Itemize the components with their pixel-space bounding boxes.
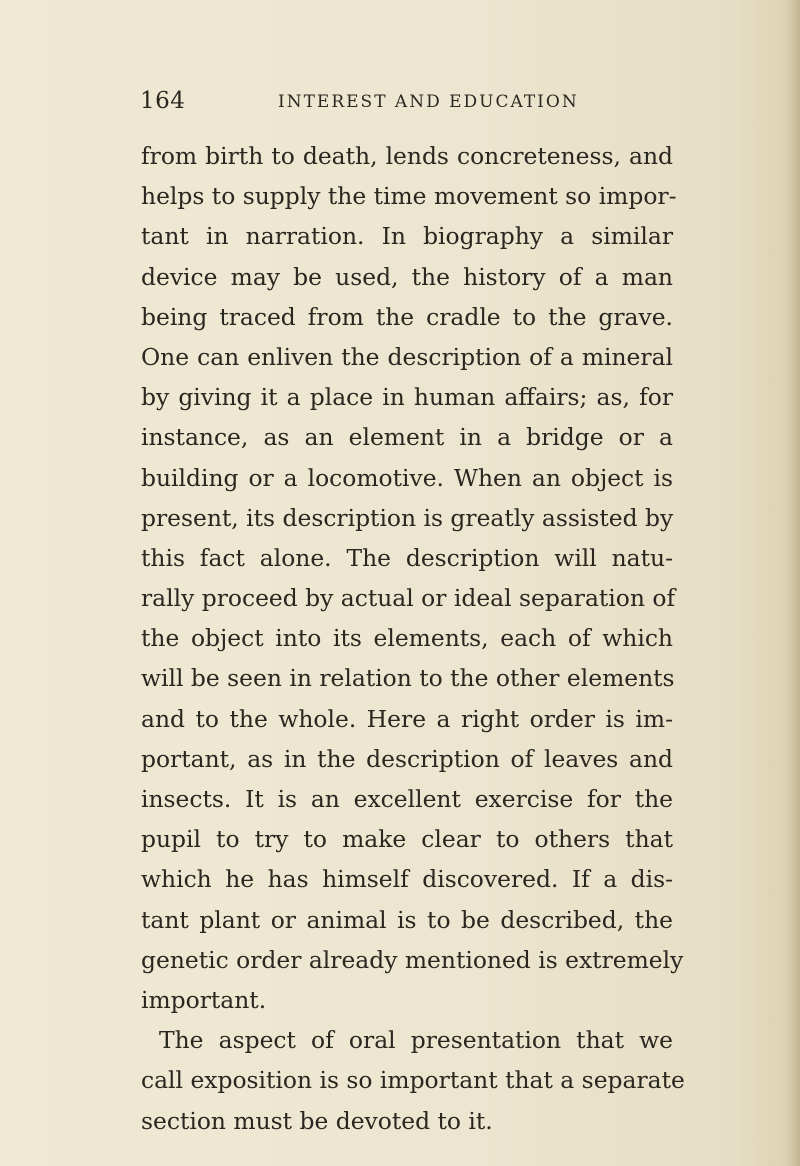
text-line: instance, as an element in a bridge or a: [141, 423, 673, 452]
text-line: building or a locomotive. When an object is: [141, 463, 673, 492]
text-line: important.: [141, 985, 267, 1014]
text-line: this fact alone. The description will natu-: [141, 543, 673, 572]
text-line: being traced from the cradle to the grave.: [141, 302, 673, 331]
text-line: portant, as in the description of leaves and: [141, 744, 673, 773]
text-line: genetic order already mentioned is extremely: [141, 945, 684, 974]
page-edge-shadow: [786, 0, 800, 1166]
text-line: which he has himself discovered. If a dis-: [141, 865, 673, 894]
text-line: will be seen in relation to the other elements: [141, 664, 675, 693]
text-line: from birth to death, lends concreteness, and: [141, 142, 673, 170]
text-line: section must be devoted to it.: [141, 1106, 493, 1135]
text-line: insects. It is an excellent exercise for the: [141, 785, 673, 813]
page-header: [140, 88, 690, 118]
text-line: One can enliven the description of a mineral: [141, 342, 673, 371]
text-line: and to the whole. Here a right order is im-: [141, 704, 673, 733]
text-line: pupil to try to make clear to others that: [141, 825, 673, 854]
text-line: tant plant or animal is to be described, the: [141, 905, 673, 934]
body-text: [141, 136, 685, 1141]
text-line: by giving it a place in human affairs; as, for: [141, 383, 673, 412]
text-line: the object into its elements, each of which: [141, 624, 673, 653]
text-line: present, its description is greatly assisted by: [141, 503, 674, 532]
paragraph-2: [141, 1020, 685, 1141]
text-line: tant in narration. In biography a similar: [141, 222, 673, 251]
text-line: call exposition is so important that a separate: [141, 1066, 685, 1095]
running-head: INTEREST AND EDUCATION: [278, 92, 579, 112]
text-line: device may be used, the history of a man: [141, 262, 673, 291]
text-line: rally proceed by actual or ideal separation of: [141, 584, 676, 613]
text-line: helps to supply the time movement so impor-: [141, 182, 677, 211]
page-number: 164: [140, 88, 186, 114]
paragraph-1: [141, 136, 684, 1020]
text-line: The aspect of oral presentation that we: [159, 1026, 673, 1055]
